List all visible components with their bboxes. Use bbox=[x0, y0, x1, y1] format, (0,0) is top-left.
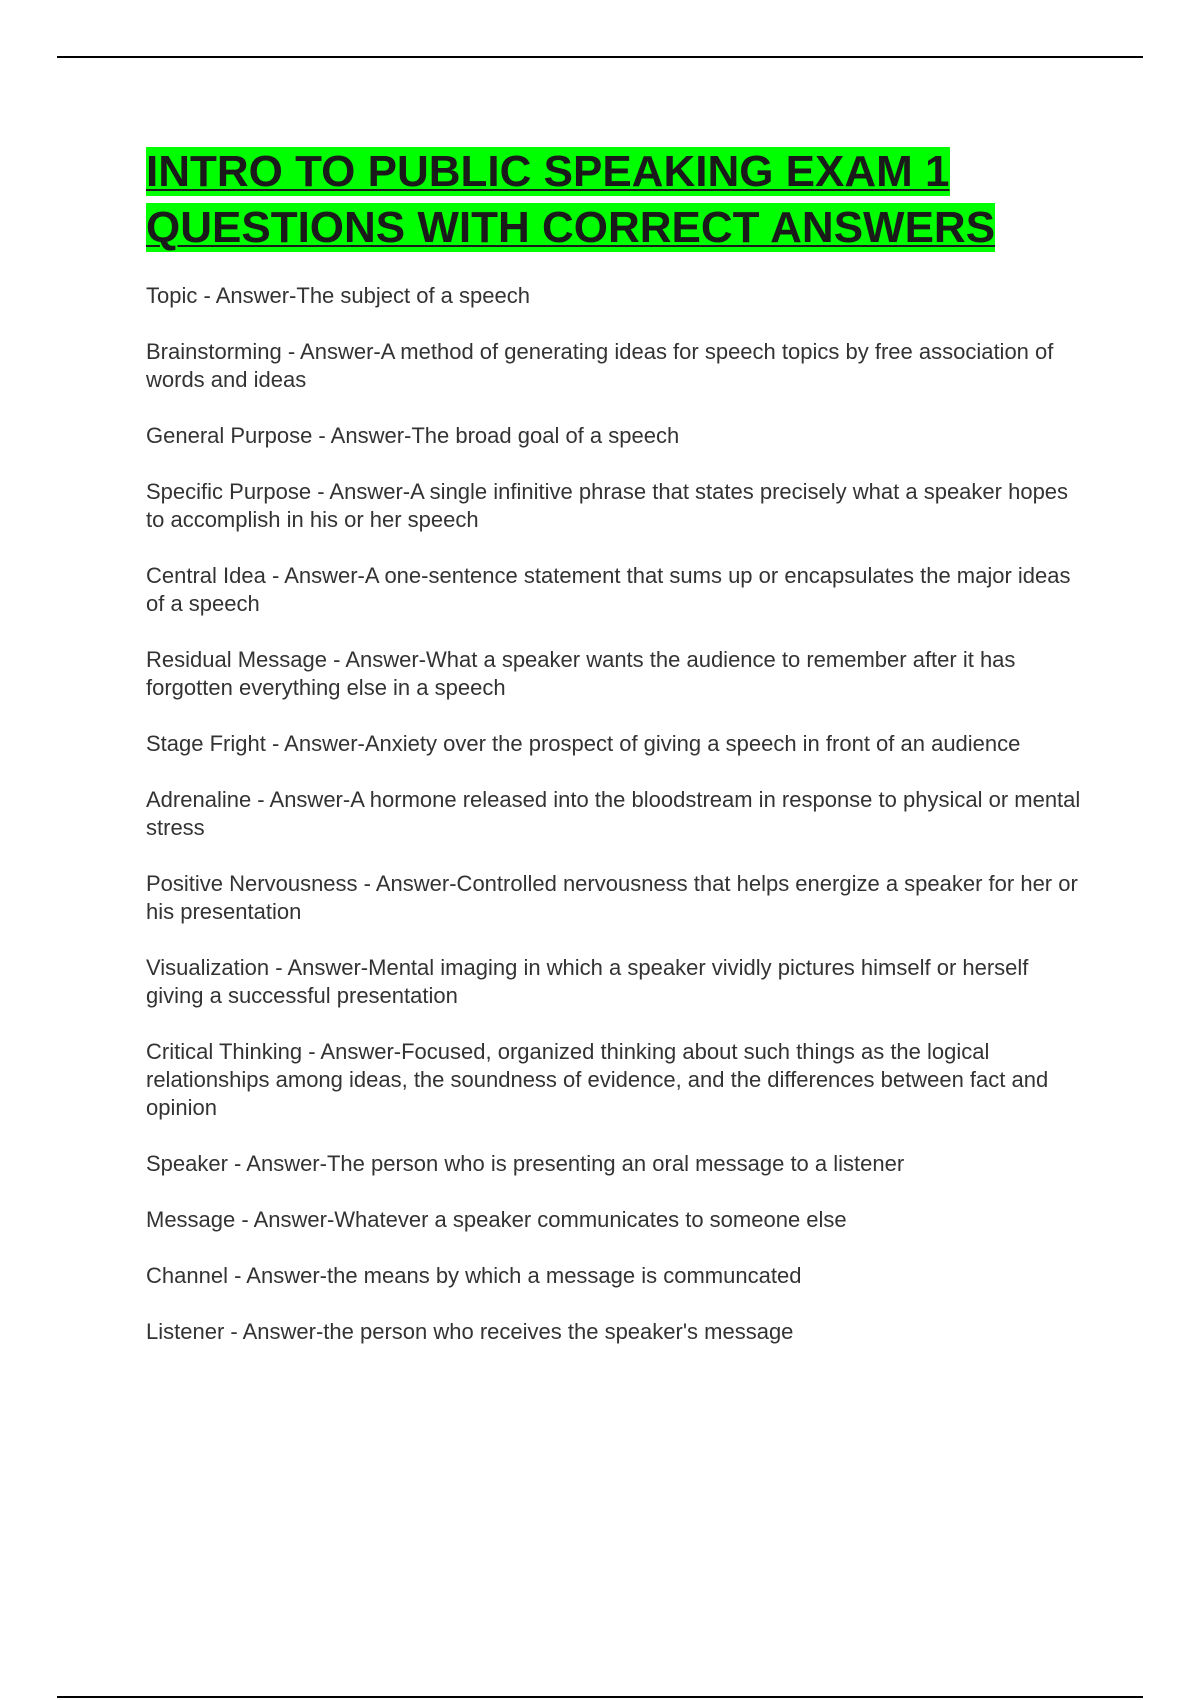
entry-topic: Topic - Answer-The subject of a speech bbox=[146, 283, 530, 308]
document-title bbox=[146, 144, 1081, 256]
entry-message: Message - Answer-Whatever a speaker communicates to someone else bbox=[146, 1207, 847, 1232]
entry-brainstorming: Brainstorming - Answer-A method of generating ideas for speech topics by free association of words and ideas bbox=[146, 339, 1054, 392]
entry-critical-thinking: Critical Thinking - Answer-Focused, organized thinking about such things as the logical relationships among ideas, the soundness of evidence, and the differences between fact and opinion bbox=[146, 1039, 1049, 1120]
entry-visualization: Visualization - Answer-Mental imaging in which a speaker vividly pictures himself or herself giving a successful presentation bbox=[146, 955, 1029, 1008]
entry-central-idea: Central Idea - Answer-A one-sentence statement that sums up or encapsulates the major ideas of a speech bbox=[146, 563, 1071, 616]
entry-listener: Listener - Answer-the person who receives the speaker's message bbox=[146, 1319, 794, 1344]
entry-positive-nervousness: Positive Nervousness - Answer-Controlled nervousness that helps energize a speaker for her or his presentation bbox=[146, 871, 1078, 924]
entry-residual-message: Residual Message - Answer-What a speaker wants the audience to remember after it has forgotten everything else in a speech bbox=[146, 647, 1016, 700]
bottom-rule bbox=[57, 1696, 1143, 1698]
document-body bbox=[146, 144, 1081, 1374]
entry-general-purpose: General Purpose - Answer-The broad goal of a speech bbox=[146, 423, 680, 448]
entry-adrenaline: Adrenaline - Answer-A hormone released into the bloodstream in response to physical or mental stress bbox=[146, 787, 1081, 840]
title-line-1: INTRO TO PUBLIC SPEAKING EXAM 1 bbox=[146, 147, 950, 196]
entry-stage-fright: Stage Fright - Answer-Anxiety over the prospect of giving a speech in front of an audience bbox=[146, 731, 1021, 756]
entry-speaker: Speaker - Answer-The person who is presenting an oral message to a listener bbox=[146, 1151, 905, 1176]
entry-specific-purpose: Specific Purpose - Answer-A single infinitive phrase that states precisely what a speaker hopes to accomplish in his or her speech bbox=[146, 479, 1069, 532]
title-line-2: QUESTIONS WITH CORRECT ANSWERS bbox=[146, 203, 996, 252]
top-rule bbox=[57, 56, 1143, 58]
entry-channel: Channel - Answer-the means by which a message is communcated bbox=[146, 1263, 802, 1288]
